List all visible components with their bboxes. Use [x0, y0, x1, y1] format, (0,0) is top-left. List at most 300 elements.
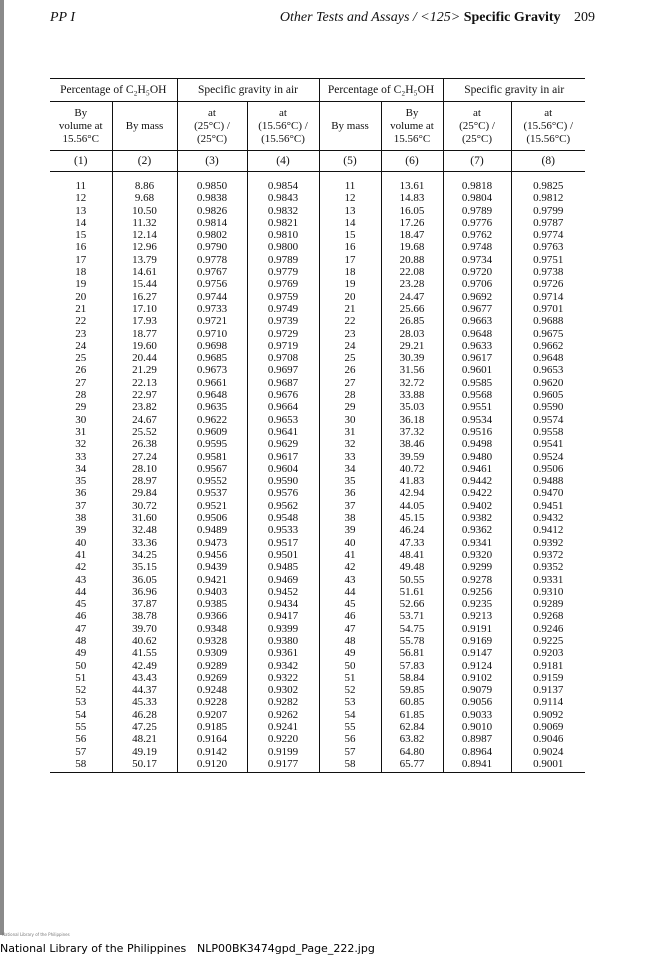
cell-mass-pct-left: 25.52 [132, 425, 157, 438]
cell-volume-pct-left: 27 [50, 377, 112, 389]
cell-sg25-left: 0.9648 [177, 389, 247, 401]
cell-volume-pct-left: 18 [50, 266, 112, 278]
cell-sg1556-right: 0.9751 [511, 254, 585, 266]
cell-sg1556-right: 0.9114 [511, 696, 585, 708]
cell-mass-pct-right: 12 [319, 192, 381, 204]
cell-sg1556-left: 0.9469 [247, 574, 319, 586]
cell-mass-pct-left: 32.48 [132, 524, 157, 537]
cell-sg1556-right: 0.9310 [511, 586, 585, 598]
column-number-7: (7) [443, 151, 511, 172]
cell-volume-pct-left: 52 [50, 684, 112, 696]
cell-mass-pct-right: 43 [319, 574, 381, 586]
cell-mass-pct-right: 28 [319, 389, 381, 401]
cell-sg1556-left: 0.9241 [247, 721, 319, 733]
cell-sg25-left: 0.9248 [177, 684, 247, 696]
cell-sg25-right: 0.9235 [443, 598, 511, 610]
column-number-4: (4) [247, 151, 319, 172]
table-row [50, 266, 585, 278]
cell-mass-pct-right: 25 [319, 352, 381, 364]
cell-sg25-left: 0.9733 [177, 303, 247, 315]
cell-sg25-right: 0.9422 [443, 487, 511, 499]
cell-volume-pct-right: 18.47 [399, 229, 425, 242]
cell-sg25-left: 0.9698 [177, 340, 247, 352]
cell-mass-pct-left: 12.96 [132, 241, 157, 254]
cell-sg25-left: 0.9744 [177, 291, 247, 303]
cell-sg1556-left: 0.9417 [247, 610, 319, 622]
cell-sg25-left: 0.9473 [177, 537, 247, 549]
table-row [50, 586, 585, 598]
cell-sg1556-left: 0.9199 [247, 746, 319, 758]
cell-sg1556-right: 0.9268 [511, 610, 585, 622]
subheader-sg25-left: at (25°C) / (25°C) [177, 102, 247, 151]
section-title: Other Tests and Assays / <125> [279, 10, 461, 25]
cell-volume-pct-right: 56.81 [399, 647, 425, 660]
table-row [50, 229, 585, 241]
table-row [50, 364, 585, 376]
cell-mass-pct-left: 13.79 [132, 253, 157, 266]
table-row [50, 340, 585, 352]
cell-volume-pct-left: 21 [50, 303, 112, 315]
cell-mass-pct-right: 36 [319, 487, 381, 499]
cell-volume-pct-right: 51.61 [399, 585, 425, 598]
cell-sg25-right: 0.9320 [443, 549, 511, 561]
cell-mass-pct-right: 24 [319, 340, 381, 352]
cell-mass-pct-right: 37 [319, 500, 381, 512]
cell-volume-pct-left: 47 [50, 623, 112, 635]
cell-mass-pct-left: 28.10 [132, 462, 157, 475]
cell-sg1556-left: 0.9322 [247, 672, 319, 684]
scan-stamp: National Library of the Philippines [2, 932, 70, 937]
footer-library: National Library of the Philippines [0, 942, 187, 955]
cell-sg25-left: 0.9581 [177, 451, 247, 463]
cell-sg25-left: 0.9385 [177, 598, 247, 610]
cell-sg25-right: 0.9516 [443, 426, 511, 438]
cell-volume-pct-left: 34 [50, 463, 112, 475]
cell-sg1556-right: 0.9675 [511, 328, 585, 340]
table-row [50, 696, 585, 708]
cell-sg1556-left: 0.9485 [247, 561, 319, 573]
cell-volume-pct-left: 30 [50, 414, 112, 426]
cell-sg25-left: 0.9185 [177, 721, 247, 733]
cell-mass-pct-left: 12.14 [132, 229, 157, 242]
subheader-sg25-right: at (25°C) / (25°C) [443, 102, 511, 151]
cell-volume-pct-right: 58.84 [399, 671, 425, 684]
cell-sg1556-left: 0.9361 [247, 647, 319, 659]
cell-sg25-left: 0.9673 [177, 364, 247, 376]
table-body [50, 180, 585, 773]
cell-sg1556-left: 0.9302 [247, 684, 319, 696]
cell-sg25-right: 0.9191 [443, 623, 511, 635]
cell-mass-pct-left: 47.25 [132, 721, 157, 734]
scan-page-edge [0, 0, 4, 935]
cell-sg25-left: 0.9521 [177, 500, 247, 512]
cell-sg1556-left: 0.9719 [247, 340, 319, 352]
cell-sg1556-right: 0.9653 [511, 364, 585, 376]
cell-sg25-left: 0.9403 [177, 586, 247, 598]
cell-mass-pct-right: 51 [319, 672, 381, 684]
cell-volume-pct-left: 44 [50, 586, 112, 598]
cell-sg1556-right: 0.9738 [511, 266, 585, 278]
table-row [50, 377, 585, 389]
cell-mass-pct-right: 21 [319, 303, 381, 315]
cell-sg1556-right: 0.9688 [511, 315, 585, 327]
cell-volume-pct-left: 43 [50, 574, 112, 586]
cell-mass-pct-right: 18 [319, 266, 381, 278]
cell-sg25-left: 0.9661 [177, 377, 247, 389]
cell-mass-pct-left: 44.37 [132, 684, 157, 697]
cell-sg1556-right: 0.9812 [511, 192, 585, 204]
cell-mass-pct-right: 55 [319, 721, 381, 733]
cell-volume-pct-right: 45.15 [399, 512, 425, 525]
cell-volume-pct-right: 19.68 [399, 241, 425, 254]
cell-volume-pct-left: 55 [50, 721, 112, 733]
cell-sg25-right: 0.9362 [443, 524, 511, 536]
cell-volume-pct-left: 53 [50, 696, 112, 708]
column-number-8: (8) [511, 151, 585, 172]
cell-sg25-right: 0.9601 [443, 364, 511, 376]
cell-volume-pct-right: 22.08 [399, 266, 425, 279]
cell-volume-pct-left: 23 [50, 328, 112, 340]
cell-mass-pct-right: 52 [319, 684, 381, 696]
cell-sg1556-left: 0.9739 [247, 315, 319, 327]
cell-mass-pct-left: 36.96 [132, 585, 157, 598]
cell-sg1556-left: 0.9697 [247, 364, 319, 376]
table-row [50, 647, 585, 659]
cell-volume-pct-right: 36.18 [399, 413, 425, 426]
cell-mass-pct-right: 53 [319, 696, 381, 708]
page-header [50, 10, 595, 32]
cell-volume-pct-right: 30.39 [399, 352, 425, 365]
cell-mass-pct-left: 49.19 [132, 745, 157, 758]
cell-mass-pct-right: 29 [319, 401, 381, 413]
cell-sg1556-right: 0.9024 [511, 746, 585, 758]
cell-mass-pct-left: 42.49 [132, 659, 157, 672]
cell-sg1556-right: 0.9763 [511, 241, 585, 253]
footer-file-name: NLP00BK3474gpd_Page_222.jpg [197, 942, 375, 955]
cell-sg25-right: 0.9256 [443, 586, 511, 598]
cell-sg25-right: 0.9124 [443, 660, 511, 672]
cell-sg1556-right: 0.9159 [511, 672, 585, 684]
cell-mass-pct-right: 23 [319, 328, 381, 340]
cell-sg25-left: 0.9506 [177, 512, 247, 524]
cell-sg25-left: 0.9790 [177, 241, 247, 253]
cell-sg1556-right: 0.9620 [511, 377, 585, 389]
cell-sg25-left: 0.9439 [177, 561, 247, 573]
cell-sg1556-left: 0.9789 [247, 254, 319, 266]
cell-volume-pct-left: 13 [50, 205, 112, 217]
cell-volume-pct-right: 31.56 [399, 364, 425, 377]
cell-mass-pct-left: 50.17 [112, 758, 177, 773]
cell-sg1556-right: 0.9574 [511, 414, 585, 426]
cell-mass-pct-left: 27.24 [132, 450, 157, 463]
table-row [50, 328, 585, 340]
cell-mass-pct-left: 40.62 [132, 634, 157, 647]
cell-sg25-right: 0.9534 [443, 414, 511, 426]
cell-sg1556-right: 0.9001 [511, 758, 585, 773]
cell-sg1556-left: 0.9262 [247, 709, 319, 721]
cell-volume-pct-right: 33.88 [399, 389, 425, 402]
table-row [50, 303, 585, 315]
running-head: PP I [50, 10, 76, 25]
cell-volume-pct-right: 65.77 [381, 758, 443, 773]
cell-sg1556-left: 0.9759 [247, 291, 319, 303]
cell-sg1556-left: 0.9342 [247, 660, 319, 672]
cell-sg1556-left: 0.9729 [247, 328, 319, 340]
cell-mass-pct-left: 31.60 [132, 512, 157, 525]
cell-sg25-right: 0.9585 [443, 377, 511, 389]
cell-volume-pct-right: 38.46 [399, 438, 425, 451]
cell-sg25-left: 0.9228 [177, 696, 247, 708]
section-title-bold: Specific Gravity [463, 10, 561, 25]
table-row [50, 512, 585, 524]
cell-sg1556-right: 0.9541 [511, 438, 585, 450]
table-row [50, 574, 585, 586]
cell-sg25-left: 0.9328 [177, 635, 247, 647]
cell-sg1556-right: 0.9726 [511, 278, 585, 290]
cell-mass-pct-left: 11.32 [132, 216, 157, 229]
cell-mass-pct-right: 47 [319, 623, 381, 635]
cell-mass-pct-right: 48 [319, 635, 381, 647]
cell-volume-pct-left: 58 [50, 758, 112, 773]
cell-volume-pct-left: 48 [50, 635, 112, 647]
table-row [50, 278, 585, 290]
cell-sg1556-right: 0.9331 [511, 574, 585, 586]
cell-sg1556-right: 0.9451 [511, 500, 585, 512]
cell-sg25-left: 0.9756 [177, 278, 247, 290]
cell-sg25-left: 0.9710 [177, 328, 247, 340]
page-number: 209 [574, 10, 595, 25]
cell-mass-pct-right: 30 [319, 414, 381, 426]
cell-sg25-right: 0.9551 [443, 401, 511, 413]
table-row [50, 426, 585, 438]
cell-sg25-left: 0.9622 [177, 414, 247, 426]
table-row [50, 561, 585, 573]
cell-volume-pct-right: 48.41 [399, 548, 425, 561]
cell-sg25-left: 0.9489 [177, 524, 247, 536]
cell-sg1556-left: 0.9604 [247, 463, 319, 475]
cell-volume-pct-right: 23.28 [399, 278, 425, 291]
cell-volume-pct-left: 56 [50, 733, 112, 745]
cell-volume-pct-right: 28.03 [399, 327, 425, 340]
section-heading [280, 10, 595, 26]
cell-volume-pct-left: 24 [50, 340, 112, 352]
cell-mass-pct-left: 43.43 [132, 671, 157, 684]
cell-sg25-left: 0.9552 [177, 475, 247, 487]
cell-sg1556-left: 0.9548 [247, 512, 319, 524]
cell-sg1556-left: 0.9629 [247, 438, 319, 450]
cell-sg1556-left: 0.9533 [247, 524, 319, 536]
cell-mass-pct-left: 22.13 [132, 376, 157, 389]
cell-volume-pct-right: 17.26 [399, 216, 425, 229]
table-row [50, 352, 585, 364]
cell-mass-pct-left: 14.61 [132, 266, 157, 279]
cell-sg25-right: 0.9079 [443, 684, 511, 696]
specific-gravity-table [50, 78, 585, 773]
cell-sg1556-left: 0.9708 [247, 352, 319, 364]
column-number-1: (1) [50, 151, 112, 172]
cell-mass-pct-left: 22.97 [132, 389, 157, 402]
cell-sg1556-right: 0.9092 [511, 709, 585, 721]
cell-sg1556-left: 0.9617 [247, 451, 319, 463]
cell-sg1556-left: 0.9399 [247, 623, 319, 635]
cell-sg1556-right: 0.9137 [511, 684, 585, 696]
cell-mass-pct-right: 41 [319, 549, 381, 561]
cell-sg25-left: 0.9838 [177, 192, 247, 204]
cell-sg1556-right: 0.9605 [511, 389, 585, 401]
cell-mass-pct-right: 35 [319, 475, 381, 487]
cell-mass-pct-left: 39.70 [132, 622, 157, 635]
cell-volume-pct-left: 20 [50, 291, 112, 303]
cell-mass-pct-right: 49 [319, 647, 381, 659]
cell-sg25-right: 0.9033 [443, 709, 511, 721]
cell-mass-pct-left: 45.33 [132, 696, 157, 709]
table-row [50, 672, 585, 684]
cell-volume-pct-right: 54.75 [399, 622, 425, 635]
cell-sg25-right: 0.9633 [443, 340, 511, 352]
cell-mass-pct-right: 31 [319, 426, 381, 438]
table-row [50, 733, 585, 745]
cell-volume-pct-left: 31 [50, 426, 112, 438]
cell-mass-pct-right: 17 [319, 254, 381, 266]
cell-sg25-right: 0.9056 [443, 696, 511, 708]
cell-sg1556-left: 0.9501 [247, 549, 319, 561]
table-row [50, 660, 585, 672]
cell-volume-pct-left: 50 [50, 660, 112, 672]
cell-sg25-right: 0.8987 [443, 733, 511, 745]
cell-volume-pct-left: 37 [50, 500, 112, 512]
cell-sg25-right: 0.9776 [443, 217, 511, 229]
cell-sg25-left: 0.9120 [177, 758, 247, 773]
cell-volume-pct-left: 11 [50, 180, 112, 192]
cell-sg1556-right: 0.9432 [511, 512, 585, 524]
header-sg-right: Specific gravity in air [443, 79, 585, 102]
cell-sg1556-left: 0.9821 [247, 217, 319, 229]
cell-sg25-left: 0.9289 [177, 660, 247, 672]
cell-sg1556-right: 0.9825 [511, 180, 585, 192]
table-row [50, 205, 585, 217]
table-row [50, 598, 585, 610]
cell-volume-pct-right: 47.33 [399, 536, 425, 549]
cell-sg25-right: 0.9010 [443, 721, 511, 733]
cell-volume-pct-right: 61.85 [399, 708, 425, 721]
cell-volume-pct-right: 52.66 [399, 598, 425, 611]
table-row [50, 254, 585, 266]
column-number-5: (5) [319, 151, 381, 172]
cell-sg25-left: 0.9348 [177, 623, 247, 635]
header-percentage-right: Percentage of C₂H₅OH [319, 79, 443, 102]
cell-sg1556-left: 0.9452 [247, 586, 319, 598]
cell-sg25-right: 0.9402 [443, 500, 511, 512]
cell-sg1556-right: 0.9246 [511, 623, 585, 635]
cell-volume-pct-left: 35 [50, 475, 112, 487]
cell-volume-pct-left: 39 [50, 524, 112, 536]
cell-mass-pct-left: 30.72 [132, 499, 157, 512]
cell-sg1556-left: 0.9810 [247, 229, 319, 241]
cell-sg1556-left: 0.9590 [247, 475, 319, 487]
cell-volume-pct-right: 16.05 [399, 204, 425, 217]
cell-mass-pct-left: 41.55 [132, 647, 157, 660]
cell-volume-pct-left: 40 [50, 537, 112, 549]
cell-sg25-left: 0.9456 [177, 549, 247, 561]
cell-mass-pct-left: 21.29 [132, 364, 157, 377]
cell-volume-pct-left: 29 [50, 401, 112, 413]
cell-sg25-right: 0.9818 [443, 180, 511, 192]
cell-mass-pct-right: 58 [319, 758, 381, 773]
cell-sg1556-right: 0.9203 [511, 647, 585, 659]
cell-mass-pct-left: 48.21 [132, 733, 157, 746]
cell-sg1556-left: 0.9282 [247, 696, 319, 708]
cell-volume-pct-right: 37.32 [399, 425, 425, 438]
cell-volume-pct-right: 46.24 [399, 524, 425, 537]
cell-sg25-left: 0.9164 [177, 733, 247, 745]
cell-mass-pct-right: 50 [319, 660, 381, 672]
cell-sg25-right: 0.9762 [443, 229, 511, 241]
cell-sg25-right: 0.9789 [443, 205, 511, 217]
cell-sg25-left: 0.9609 [177, 426, 247, 438]
cell-sg1556-right: 0.9558 [511, 426, 585, 438]
cell-mass-pct-right: 44 [319, 586, 381, 598]
cell-sg25-left: 0.9269 [177, 672, 247, 684]
cell-mass-pct-left: 38.78 [132, 610, 157, 623]
cell-sg25-left: 0.9767 [177, 266, 247, 278]
cell-volume-pct-left: 17 [50, 254, 112, 266]
cell-sg1556-right: 0.9787 [511, 217, 585, 229]
cell-volume-pct-left: 15 [50, 229, 112, 241]
cell-sg1556-right: 0.9289 [511, 598, 585, 610]
cell-volume-pct-right: 25.66 [399, 302, 425, 315]
table-row [50, 524, 585, 536]
table-row [50, 475, 585, 487]
cell-mass-pct-right: 40 [319, 537, 381, 549]
cell-sg25-left: 0.9721 [177, 315, 247, 327]
table-row [50, 500, 585, 512]
cell-sg1556-left: 0.9434 [247, 598, 319, 610]
cell-sg25-right: 0.9147 [443, 647, 511, 659]
cell-sg25-left: 0.9802 [177, 229, 247, 241]
table-row [50, 192, 585, 204]
cell-sg25-left: 0.9595 [177, 438, 247, 450]
cell-volume-pct-left: 57 [50, 746, 112, 758]
cell-sg1556-left: 0.9779 [247, 266, 319, 278]
cell-mass-pct-left: 9.68 [134, 192, 155, 205]
cell-sg25-left: 0.9685 [177, 352, 247, 364]
cell-volume-pct-left: 36 [50, 487, 112, 499]
cell-mass-pct-right: 16 [319, 241, 381, 253]
cell-volume-pct-left: 16 [50, 241, 112, 253]
cell-sg25-right: 0.9663 [443, 315, 511, 327]
cell-sg1556-right: 0.9524 [511, 451, 585, 463]
cell-sg25-left: 0.9850 [177, 180, 247, 192]
cell-volume-pct-right: 13.61 [399, 180, 425, 192]
cell-volume-pct-right: 40.72 [399, 462, 425, 475]
cell-sg1556-left: 0.9562 [247, 500, 319, 512]
cell-sg1556-left: 0.9517 [247, 537, 319, 549]
cell-sg1556-left: 0.9664 [247, 401, 319, 413]
cell-mass-pct-right: 14 [319, 217, 381, 229]
table-row [50, 451, 585, 463]
cell-mass-pct-right: 56 [319, 733, 381, 745]
cell-sg1556-right: 0.9225 [511, 635, 585, 647]
cell-mass-pct-right: 20 [319, 291, 381, 303]
table-row [50, 401, 585, 413]
table-row [50, 487, 585, 499]
cell-sg25-right: 0.9461 [443, 463, 511, 475]
cell-mass-pct-left: 37.87 [132, 598, 157, 611]
cell-volume-pct-left: 19 [50, 278, 112, 290]
table-row [50, 217, 585, 229]
cell-sg1556-right: 0.9506 [511, 463, 585, 475]
cell-mass-pct-right: 39 [319, 524, 381, 536]
